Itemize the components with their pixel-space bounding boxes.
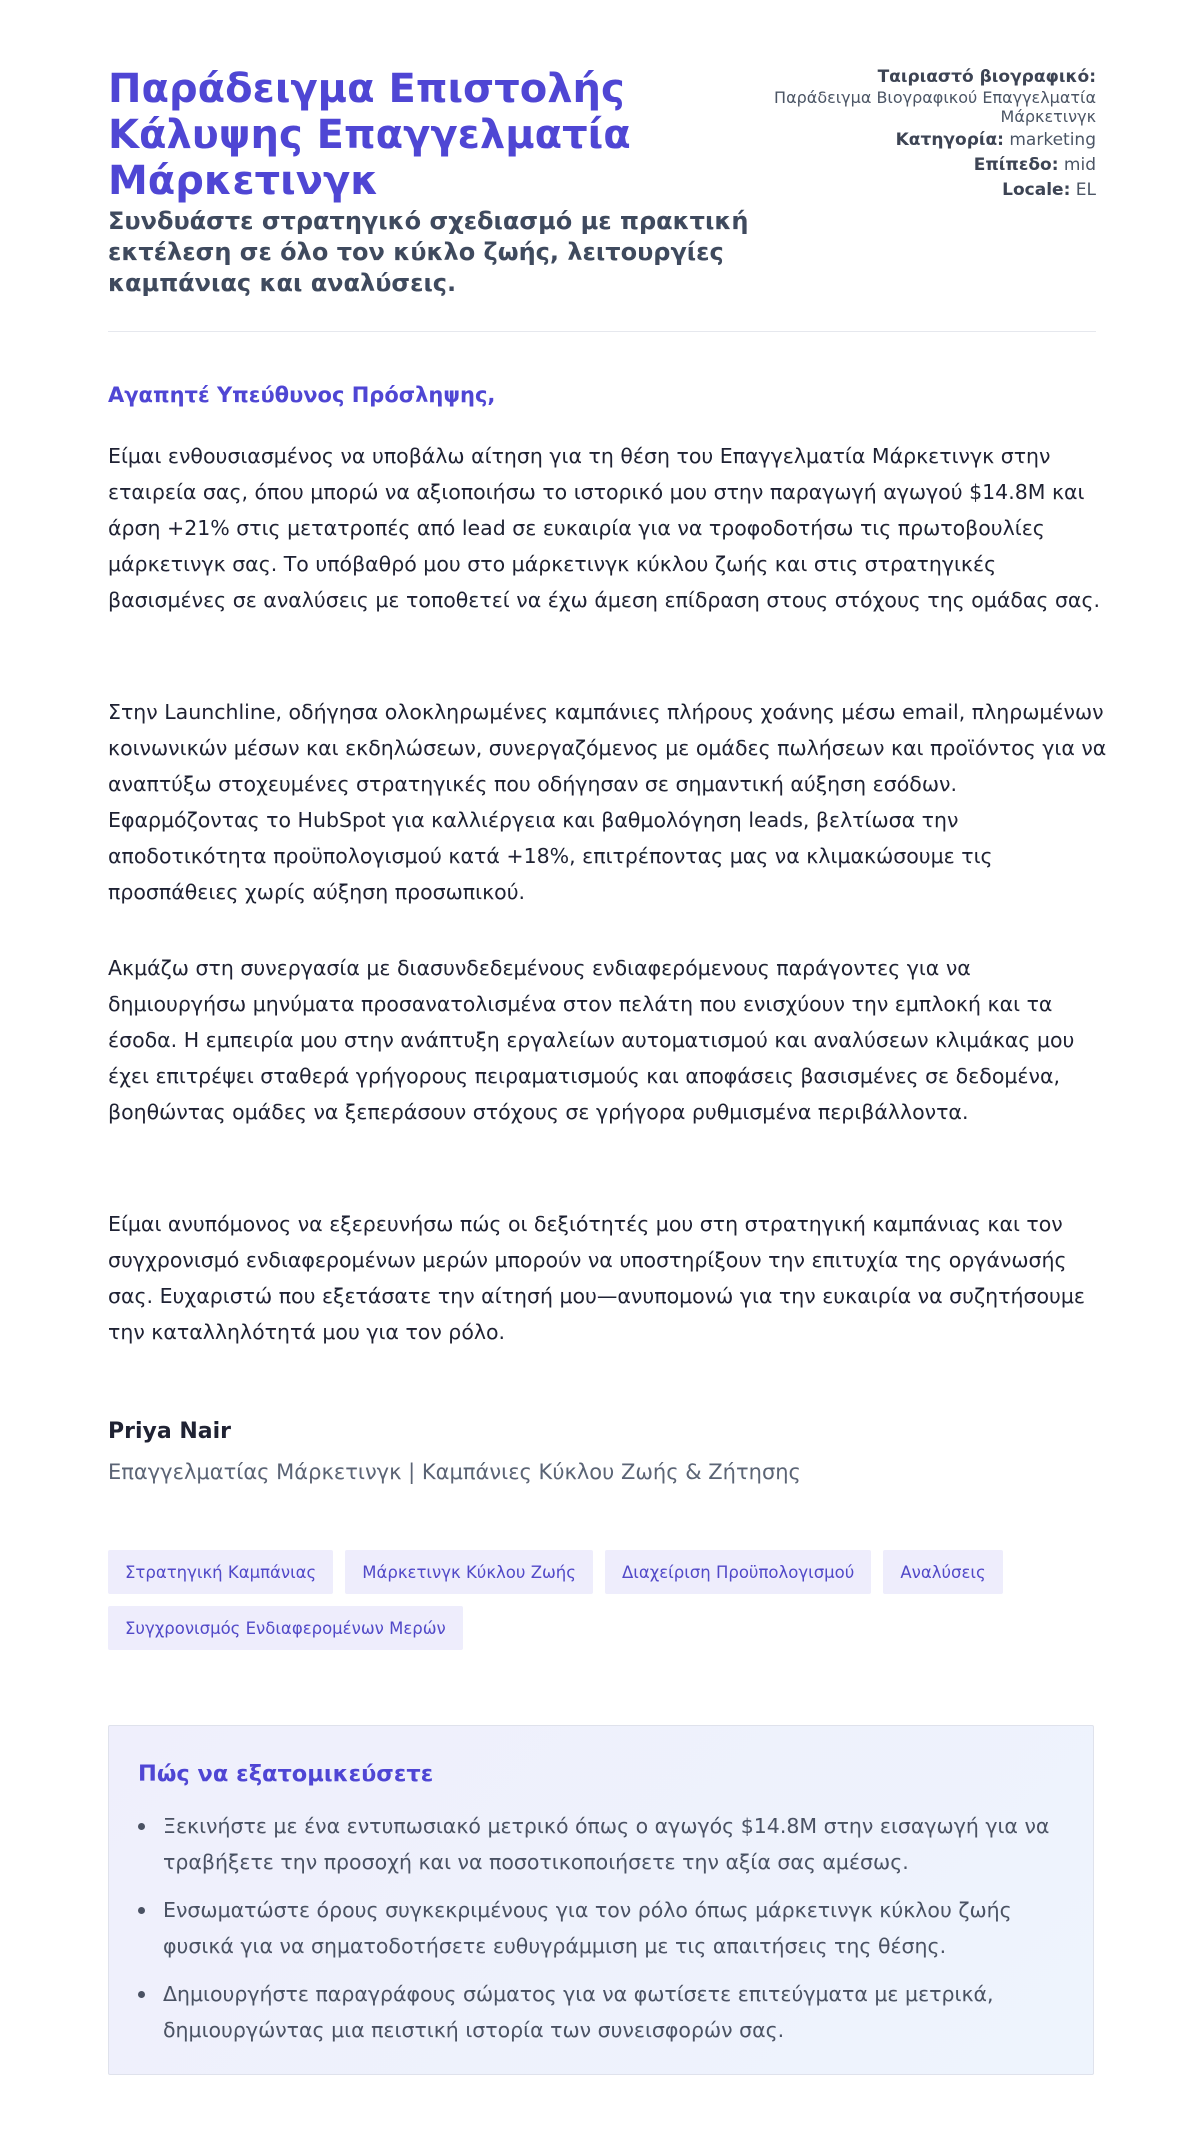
bullet-icon xyxy=(138,1907,145,1914)
bullet-icon xyxy=(138,1823,145,1830)
page-header xyxy=(108,66,1096,332)
skill-tag: Αναλύσεις xyxy=(883,1550,1002,1594)
category-row xyxy=(756,129,1096,151)
page-title: Παράδειγμα Επιστολής Κάλυψης Επαγγελματία Μάρκετινγκ xyxy=(108,66,631,204)
salutation: Αγαπητέ Υπεύθυνος Πρόσληψης, xyxy=(108,383,496,407)
letter-paragraph-3: Ακμάζω στη συνεργασία με διασυνδεδεμένους ενδιαφερόμενους παράγοντες για να δημιουργήσω μηνύματα προσανατολισμένα στον πελάτη που ενισχύουν την εμπλοκή και τα έσοδα. Η εμπειρία μου στην ανάπτυξη εργαλείων αυτοματισμού και αναλύσεων κλιμάκας μου έχει επιτρέψει σταθερά γρήγορους πειραματισμούς και αποφάσεις βασισμένες σε δεδομένα, βοηθώντας ομάδες να ξεπεράσουν στόχους σε γρήγορα ρυθμισμένα περιβάλλοντα. xyxy=(108,956,1075,1124)
category-value: marketing xyxy=(1009,130,1096,150)
resume-label: Ταιριαστό βιογραφικό: xyxy=(877,67,1096,87)
letter-paragraph-1: Είμαι ενθουσιασμένος να υποβάλω αίτηση για τη θέση του Επαγγελματία Μάρκετινγκ στην εταιρεία σας, όπου μπορώ να αξιοποιήσω το ιστορικό μου στην παραγωγή αγωγού $14.8M και άρση +21% στις μετατροπές από lead σε ευκαιρία για να τροφοδοτήσω τις πρωτοβουλίες μάρκετινγκ σας. Το υπόβαθρό μου στο μάρκετινγκ κύκλου ζωής και στις στρατηγικές βασισμένες σε αναλύσεις με τοποθετεί να έχω άμεση επίδραση στους στόχους της ομάδας σας. xyxy=(108,444,1100,612)
matching-resume xyxy=(756,66,1096,126)
skill-tag: Συγχρονισμός Ενδιαφερομένων Μερών xyxy=(108,1606,463,1650)
letter-paragraph-4: Είμαι ανυπόμονος να εξερευνήσω πώς οι δεξιότητές μου στη στρατηγική καμπάνιας και τον συγχρονισμό ενδιαφερομένων μερών μπορούν να υποστηρίξουν την επιτυχία της οργάνωσής σας. Ευχαριστώ που εξετάσατε την αίτησή μου—ανυπομονώ για την ευκαιρία να συζητήσουμε την καταλληλότητά μου για τον ρόλο. xyxy=(108,1212,1086,1344)
tip-text: Ενσωματώστε όρους συγκεκριμένους για τον ρόλο όπως μάρκετινγκ κύκλου ζωής φυσικά για να σηματοδοτήσετε ευθυγράμμιση με τις απαιτήσεις της θέσης. xyxy=(163,1898,1012,1958)
skill-tags xyxy=(108,1550,1108,1650)
level-label: Επίπεδο: xyxy=(973,155,1059,175)
locale-row xyxy=(756,179,1096,201)
header-divider xyxy=(108,331,1096,332)
tips-title: Πώς να εξατομικεύσετε xyxy=(138,1761,434,1787)
page-subtitle: Συνδυάστε στρατηγικό σχεδιασμό με πρακτική εκτέλεση σε όλο τον κύκλο ζωής, λειτουργίες καμπάνιας και αναλύσεις. xyxy=(108,207,749,297)
tip-text: Δημιουργήστε παραγράφους σώματος για να φωτίσετε επιτεύγματα με μετρικά, δημιουργώντας μια πειστική ιστορία των συνεισφορών σας. xyxy=(163,1982,994,2042)
locale-label: Locale: xyxy=(1002,180,1071,200)
tip-text: Ξεκινήστε με ένα εντυπωσιακό μετρικό όπως ο αγωγός $14.8M στην εισαγωγή για να τραβήξετε την προσοχή και να ποσοτικοποιήσετε την αξία σας αμέσως. xyxy=(163,1814,1050,1874)
signature-name: Priya Nair xyxy=(108,1419,232,1444)
locale-value: EL xyxy=(1075,180,1096,200)
category-label: Κατηγορία: xyxy=(895,130,1004,150)
letter-paragraph-2: Στην Launchline, οδήγησα ολοκληρωμένες καμπάνιες πλήρους χοάνης μέσω email, πληρωμένων κοινωνικών μέσων και εκδηλώσεων, συνεργαζόμενος με ομάδες πωλήσεων και προϊόντος για να αναπτύξω στοχευμένες στρατηγικές που οδήγησαν σε σημαντική αύξηση εσόδων. Εφαρμόζοντας το HubSpot για καλλιέργεια και βαθμολόγηση leads, βελτίωσα την αποδοτικότητα προϋπολογισμού κατά +18%, επιτρέποντας μας να κλιμακώσουμε τις προσπάθειες χωρίς αύξηση προσωπικού. xyxy=(108,700,1107,904)
tip-item xyxy=(138,1892,1058,1964)
level-row xyxy=(756,154,1096,176)
personalization-tips xyxy=(108,1725,1094,2075)
skill-tag: Στρατηγική Καμπάνιας xyxy=(108,1550,333,1594)
signature-role: Επαγγελματίας Μάρκετινγκ | Καμπάνιες Κύκλου Ζωής & Ζήτησης xyxy=(108,1460,801,1484)
level-value: mid xyxy=(1063,155,1096,175)
tip-item xyxy=(138,1976,1058,2048)
meta-panel xyxy=(756,66,1096,201)
resume-link[interactable]: Παράδειγμα Βιογραφικού Επαγγελματία Μάρκετινγκ xyxy=(774,88,1096,126)
tip-item xyxy=(138,1808,1058,1880)
skill-tag: Μάρκετινγκ Κύκλου Ζωής xyxy=(345,1550,593,1594)
bullet-icon xyxy=(138,1991,145,1998)
skill-tag: Διαχείριση Προϋπολογισμού xyxy=(605,1550,871,1594)
tips-list xyxy=(138,1808,1058,2060)
